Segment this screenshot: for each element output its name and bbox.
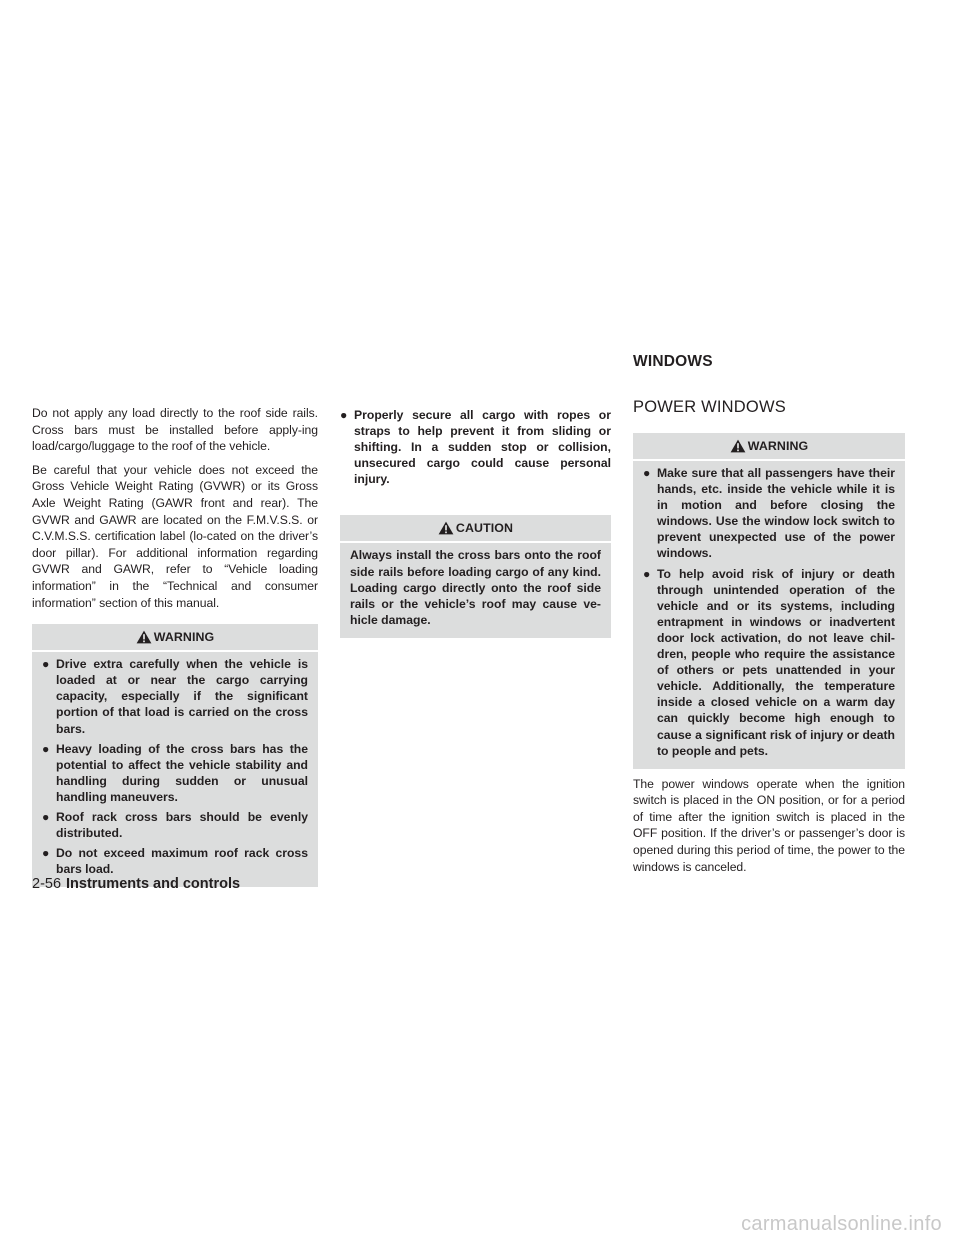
warning-heading bbox=[42, 626, 308, 648]
subsection-title: POWER WINDOWS bbox=[633, 398, 786, 416]
power-windows-paragraph: The power windows operate when the ignition switch is placed in the ON position, or for a period of time after the ignition switch is placed in the OFF position. If the driver’s or passenger’s door is opened during this period of time, the power to the windows is canceled. bbox=[633, 776, 905, 874]
section-title: WINDOWS bbox=[633, 353, 713, 370]
warning-triangle-icon bbox=[136, 630, 152, 644]
warning-item: ● Roof rack cross bars should be evenly distributed. bbox=[42, 809, 308, 841]
bullet-icon: ● bbox=[340, 408, 348, 422]
warning-box-power-windows bbox=[633, 433, 905, 769]
warning-triangle-icon bbox=[730, 439, 746, 453]
page-footer bbox=[32, 876, 240, 892]
warning-list bbox=[42, 656, 308, 877]
warning-item: ● Drive extra carefully when the vehicle is loaded at or near the cargo carrying capacity, especially if the significant portion of that load is carried on the cross bars. bbox=[42, 657, 308, 736]
bullet-icon: ● bbox=[643, 466, 651, 480]
watermark: carmanualsonline.info bbox=[741, 1213, 942, 1235]
bullet-icon: ● bbox=[42, 741, 50, 756]
gvwr-paragraph: Be careful that your vehicle does not exceed the Gross Vehicle Weight Rating (GVWR) or its Gross Axle Weight Rating (GAWR front and rear). The GVWR and GAWR are located on the F.M.V.S.S. or C.V.M.S.S. certification label (lo-cated on the driver’s door pillar). For additional information regarding GVWR and GAWR, refer to “Vehicle loading information” in the “Technical and consumer information” section of this manual. bbox=[32, 462, 318, 610]
bullet-icon: ● bbox=[42, 657, 50, 672]
warning-item: ● Do not exceed maximum roof rack cross bars load. bbox=[42, 846, 308, 877]
warning-list bbox=[643, 465, 895, 759]
caution-heading bbox=[350, 517, 601, 539]
bullet-icon: ● bbox=[42, 809, 50, 824]
box-divider bbox=[32, 650, 318, 652]
column-left bbox=[32, 405, 318, 887]
warning-box-roof-rack bbox=[32, 624, 318, 887]
warning-item: ● Make sure that all passengers have their hands, etc. inside the vehicle while it is in motion and before closing the windows. Use the window lock switch to prevent unexpected use of the power windows. bbox=[643, 466, 895, 561]
caution-title: CAUTION bbox=[455, 521, 514, 536]
warning-triangle-icon bbox=[438, 521, 454, 535]
roof-rail-paragraph: Do not apply any load directly to the roof side rails. Cross bars must be installed before apply-ing load/cargo/luggage to the roof of the vehicle. bbox=[32, 406, 318, 454]
bullet-icon: ● bbox=[643, 566, 651, 581]
warning-box-continued bbox=[340, 407, 611, 497]
warning-item: ● Heavy loading of the cross bars has the potential to affect the vehicle stability and handling during sudden or unusual handling maneuvers. bbox=[42, 741, 308, 804]
caution-text: Always install the cross bars onto the roof side rails before loading cargo of any kind. Loading cargo directly onto the roof side rails or the vehicle’s roof may cause ve-hicle damage. bbox=[350, 548, 601, 627]
warning-item: ● Properly secure all cargo with ropes or straps to help prevent it from sliding or shifting. In a sudden stop or collision, unsecured cargo could cause personal injury. bbox=[340, 408, 611, 487]
warning-title: WARNING bbox=[747, 439, 809, 453]
column-middle bbox=[340, 407, 611, 638]
page-number: 2-56 bbox=[32, 876, 62, 892]
warning-list-continued bbox=[340, 407, 611, 487]
warning-title: WARNING bbox=[153, 630, 215, 645]
footer-section-title: Instruments and controls bbox=[66, 876, 241, 892]
warning-heading bbox=[643, 435, 895, 457]
bullet-icon: ● bbox=[42, 846, 50, 861]
caution-box bbox=[340, 515, 611, 637]
column-right bbox=[633, 433, 905, 875]
box-divider bbox=[340, 541, 611, 543]
warning-item: ● To help avoid risk of injury or death through unintended operation of the vehicle and or its systems, including entrapment in windows or inadvertent door lock activation, do not leave chil-dren, people who require the assistance of others or pets unattended in your vehicle. Additionally, the temperature inside a closed vehicle on a warm day can quickly become high enough to cause a significant risk of injury or death to people and pets. bbox=[643, 566, 895, 758]
box-divider bbox=[633, 459, 905, 461]
